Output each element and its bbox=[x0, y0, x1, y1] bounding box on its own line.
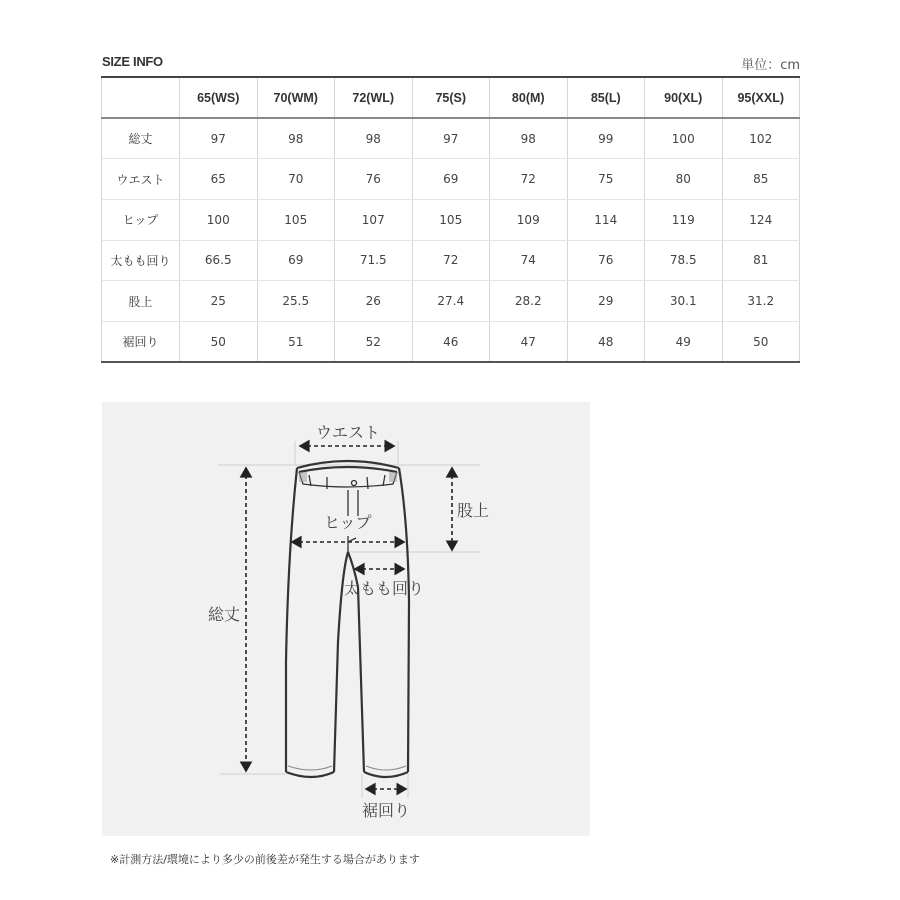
table-cell: 52 bbox=[335, 321, 413, 362]
table-cell: 48 bbox=[567, 321, 645, 362]
row-label: 裾回り bbox=[102, 321, 180, 362]
hem-label: 裾回り bbox=[362, 801, 411, 820]
column-header bbox=[102, 77, 180, 118]
row-label: 総丈 bbox=[102, 118, 180, 159]
table-cell: 98 bbox=[257, 118, 335, 159]
table-cell: 25.5 bbox=[257, 281, 335, 322]
table-row bbox=[102, 159, 800, 200]
table-cell: 102 bbox=[722, 118, 800, 159]
table-cell: 66.5 bbox=[180, 240, 258, 281]
size-info-title: SIZE INFO bbox=[102, 54, 163, 69]
table-cell: 99 bbox=[567, 118, 645, 159]
table-cell: 72 bbox=[490, 159, 568, 200]
column-header: 70(WM) bbox=[257, 77, 335, 118]
table-cell: 26 bbox=[335, 281, 413, 322]
table-header-row bbox=[102, 77, 800, 118]
pants-measurement-diagram bbox=[102, 402, 590, 836]
table-cell: 119 bbox=[645, 199, 723, 240]
table-cell: 100 bbox=[645, 118, 723, 159]
table-cell: 76 bbox=[567, 240, 645, 281]
table-cell: 74 bbox=[490, 240, 568, 281]
table-cell: 75 bbox=[567, 159, 645, 200]
table-cell: 107 bbox=[335, 199, 413, 240]
table-row bbox=[102, 240, 800, 281]
table-cell: 76 bbox=[335, 159, 413, 200]
table-cell: 124 bbox=[722, 199, 800, 240]
row-label: ウエスト bbox=[102, 159, 180, 200]
table-cell: 27.4 bbox=[412, 281, 490, 322]
table-cell: 109 bbox=[490, 199, 568, 240]
table-cell: 114 bbox=[567, 199, 645, 240]
size-table bbox=[101, 76, 800, 363]
table-cell: 81 bbox=[722, 240, 800, 281]
table-cell: 105 bbox=[257, 199, 335, 240]
column-header: 72(WL) bbox=[335, 77, 413, 118]
thigh-label: 太もも回り bbox=[344, 579, 425, 598]
table-cell: 70 bbox=[257, 159, 335, 200]
table-cell: 50 bbox=[180, 321, 258, 362]
table-cell: 49 bbox=[645, 321, 723, 362]
table-cell: 97 bbox=[180, 118, 258, 159]
table-cell: 51 bbox=[257, 321, 335, 362]
hip-label: ヒップ bbox=[324, 513, 372, 532]
unit-label: 単位：cm bbox=[741, 58, 800, 73]
column-header: 80(M) bbox=[490, 77, 568, 118]
column-header: 95(XXL) bbox=[722, 77, 800, 118]
column-header: 65(WS) bbox=[180, 77, 258, 118]
table-cell: 69 bbox=[412, 159, 490, 200]
row-label: 股上 bbox=[102, 281, 180, 322]
table-cell: 78.5 bbox=[645, 240, 723, 281]
row-label: ヒップ bbox=[102, 199, 180, 240]
table-cell: 71.5 bbox=[335, 240, 413, 281]
table-cell: 25 bbox=[180, 281, 258, 322]
row-label: 太もも回り bbox=[102, 240, 180, 281]
table-cell: 46 bbox=[412, 321, 490, 362]
table-cell: 98 bbox=[490, 118, 568, 159]
table-row bbox=[102, 199, 800, 240]
table-cell: 47 bbox=[490, 321, 568, 362]
table-cell: 72 bbox=[412, 240, 490, 281]
table-cell: 30.1 bbox=[645, 281, 723, 322]
table-cell: 100 bbox=[180, 199, 258, 240]
table-row bbox=[102, 321, 800, 362]
table-cell: 97 bbox=[412, 118, 490, 159]
length-label: 総丈 bbox=[208, 605, 241, 624]
table-cell: 105 bbox=[412, 199, 490, 240]
pants-illustration-icon bbox=[102, 402, 590, 836]
table-cell: 69 bbox=[257, 240, 335, 281]
table-cell: 80 bbox=[645, 159, 723, 200]
table-cell: 65 bbox=[180, 159, 258, 200]
measurement-disclaimer: ※計測方法/環境により多少の前後差が発生する場合があります bbox=[110, 853, 420, 866]
column-header: 85(L) bbox=[567, 77, 645, 118]
table-row bbox=[102, 118, 800, 159]
table-cell: 31.2 bbox=[722, 281, 800, 322]
table-cell: 85 bbox=[722, 159, 800, 200]
table-cell: 50 bbox=[722, 321, 800, 362]
column-header: 90(XL) bbox=[645, 77, 723, 118]
table-row bbox=[102, 281, 800, 322]
table-cell: 28.2 bbox=[490, 281, 568, 322]
table-cell: 29 bbox=[567, 281, 645, 322]
waist-label: ウエスト bbox=[316, 423, 381, 442]
table-cell: 98 bbox=[335, 118, 413, 159]
rise-label: 股上 bbox=[457, 501, 490, 520]
column-header: 75(S) bbox=[412, 77, 490, 118]
